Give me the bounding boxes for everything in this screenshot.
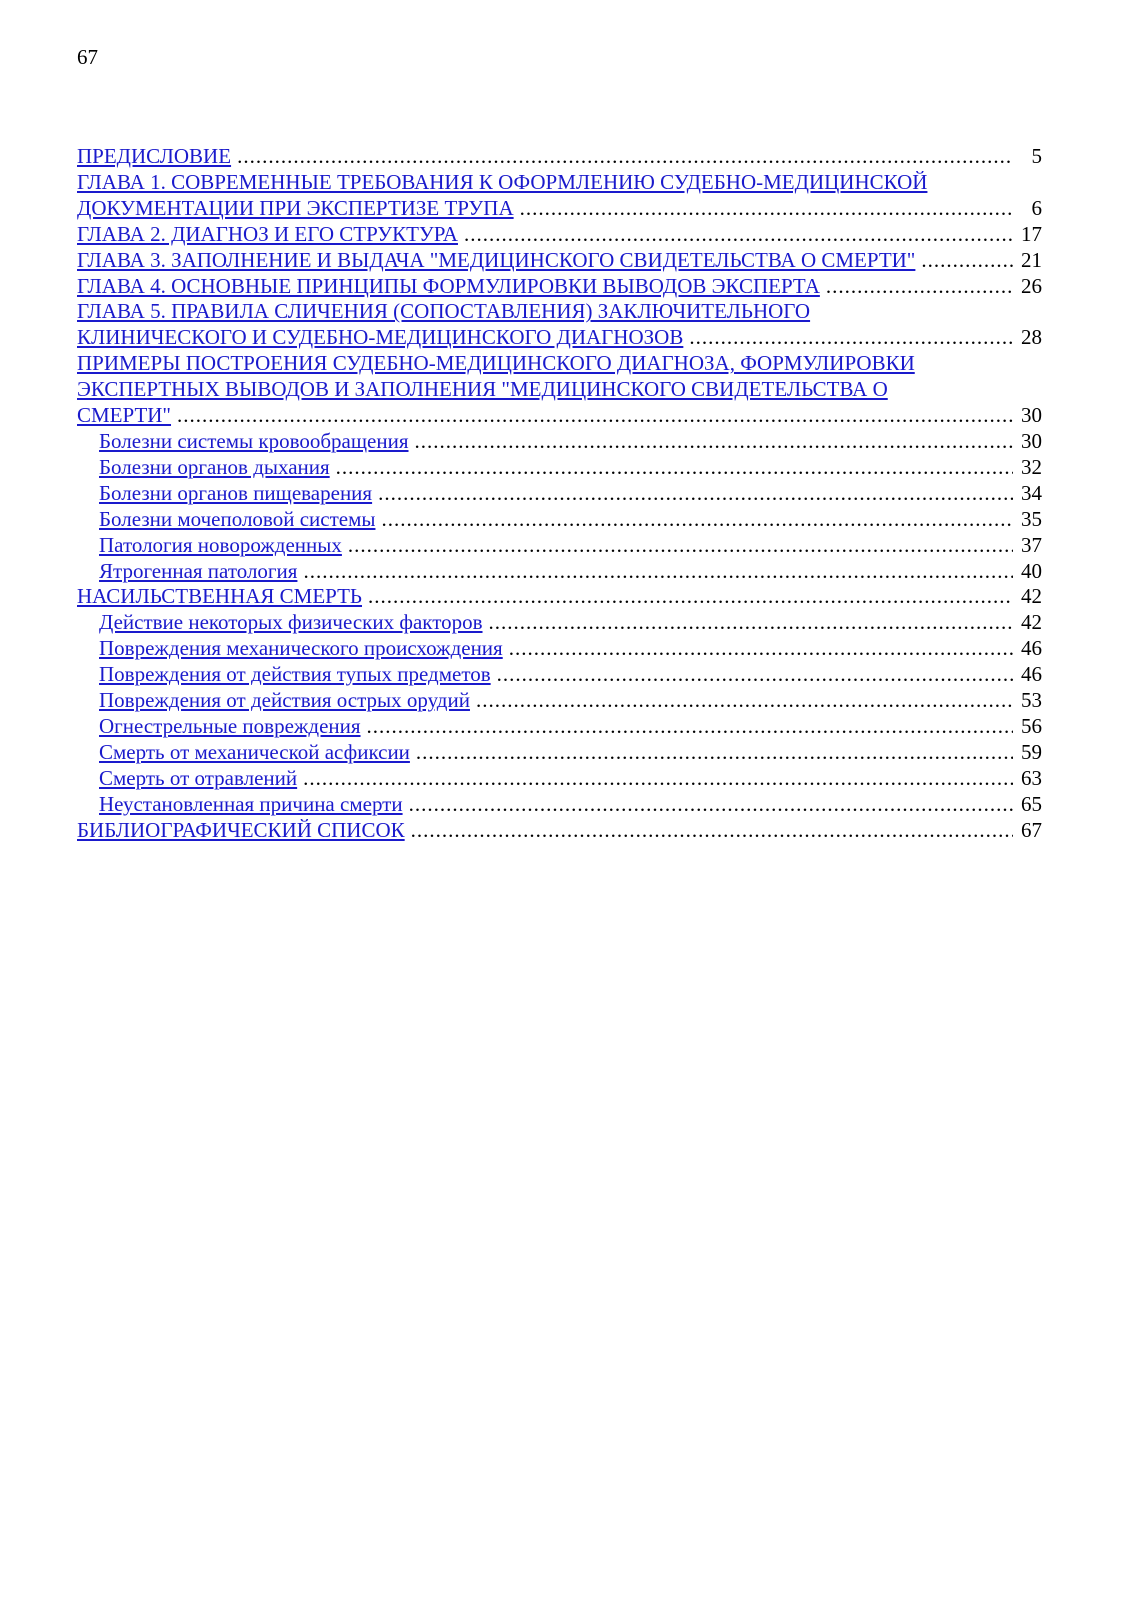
- toc-entry: [77, 144, 1042, 170]
- dot-leader: [520, 196, 1013, 222]
- toc-subentry: [77, 481, 1042, 507]
- toc-entry: [77, 818, 1042, 844]
- toc-entry: [77, 222, 1042, 248]
- table-of-contents: [77, 144, 1042, 843]
- dot-leader: [689, 325, 1013, 351]
- dot-leader: [237, 144, 1013, 170]
- dot-leader: [381, 507, 1013, 533]
- toc-page-number: 40: [1021, 558, 1042, 583]
- toc-page-number: 6: [1031, 195, 1042, 220]
- dot-leader: [476, 688, 1013, 714]
- dot-leader: [921, 248, 1013, 274]
- page-number: 67: [77, 45, 98, 69]
- toc-entry-row: [77, 403, 1042, 429]
- toc-entry-row: [99, 766, 1042, 792]
- toc-entry-row: [99, 533, 1042, 559]
- toc-link[interactable]: БИБЛИОГРАФИЧЕСКИЙ СПИСОК: [77, 817, 405, 842]
- toc-page-number: 17: [1021, 221, 1042, 246]
- toc-link[interactable]: НАСИЛЬСТВЕННАЯ СМЕРТЬ: [77, 584, 362, 609]
- dot-leader: [336, 455, 1013, 481]
- toc-page-number: 67: [1021, 817, 1042, 842]
- toc-page-number: 42: [1021, 610, 1042, 635]
- toc-link-line[interactable]: ЭКСПЕРТНЫХ ВЫВОДОВ И ЗАПОЛНЕНИЯ "МЕДИЦИНСКОГО СВИДЕТЕЛЬСТВА О: [77, 377, 888, 402]
- dot-leader: [367, 714, 1013, 740]
- toc-page-number: 46: [1021, 662, 1042, 687]
- toc-page-number: 28: [1021, 325, 1042, 350]
- toc-page-number: 34: [1021, 480, 1042, 505]
- dot-leader: [411, 818, 1013, 844]
- toc-link-line[interactable]: ГЛАВА 1. СОВРЕМЕННЫЕ ТРЕБОВАНИЯ К ОФОРМЛЕНИЮ СУДЕБНО-МЕДИЦИНСКОЙ: [77, 169, 928, 194]
- toc-page-number: 37: [1021, 532, 1042, 557]
- toc-page-number: 21: [1021, 247, 1042, 272]
- toc-link[interactable]: Болезни органов дыхания: [99, 454, 330, 479]
- toc-entry-title-lines: [77, 351, 1042, 403]
- toc-subentry: [77, 662, 1042, 688]
- toc-entry: [77, 584, 1042, 610]
- dot-leader: [509, 636, 1013, 662]
- toc-entry-row: [99, 688, 1042, 714]
- toc-entry-row: [99, 610, 1042, 636]
- toc-entry-row: [77, 584, 1042, 610]
- toc-entry: [77, 299, 1042, 351]
- toc-subentry: [77, 740, 1042, 766]
- dot-leader: [415, 429, 1014, 455]
- toc-entry-row: [77, 144, 1042, 170]
- toc-entry-row: [99, 507, 1042, 533]
- toc-link[interactable]: Патология новорожденных: [99, 532, 342, 557]
- toc-page-number: 32: [1021, 454, 1042, 479]
- toc-link[interactable]: ПРЕДИСЛОВИЕ: [77, 144, 232, 168]
- toc-link[interactable]: ГЛАВА 2. ДИАГНОЗ И ЕГО СТРУКТУРА: [77, 221, 458, 246]
- dot-leader: [416, 740, 1013, 766]
- toc-entry-row: [99, 740, 1042, 766]
- dot-leader: [303, 766, 1013, 792]
- toc-link[interactable]: СМЕРТИ": [77, 403, 172, 428]
- toc-entry-row: [77, 274, 1042, 300]
- toc-entry-row: [99, 662, 1042, 688]
- dot-leader: [489, 610, 1013, 636]
- dot-leader: [378, 481, 1013, 507]
- toc-link[interactable]: Болезни органов пищеварения: [99, 480, 373, 505]
- dot-leader: [464, 222, 1013, 248]
- toc-link[interactable]: ГЛАВА 3. ЗАПОЛНЕНИЕ И ВЫДАЧА "МЕДИЦИНСКОГО СВИДЕТЕЛЬСТВА О СМЕРТИ": [77, 247, 916, 272]
- toc-link-line[interactable]: ПРИМЕРЫ ПОСТРОЕНИЯ СУДЕБНО-МЕДИЦИНСКОГО ДИАГНОЗА, ФОРМУЛИРОВКИ: [77, 351, 915, 376]
- toc-entry-title-lines: [77, 170, 1042, 196]
- toc-page-number: 42: [1021, 584, 1042, 609]
- toc-link[interactable]: Неустановленная причина смерти: [99, 791, 403, 816]
- toc-subentry: [77, 714, 1042, 740]
- toc-page-number: 30: [1021, 403, 1042, 428]
- toc-subentry: [77, 610, 1042, 636]
- dot-leader: [497, 662, 1013, 688]
- toc-page-number: 59: [1021, 739, 1042, 764]
- toc-page-number: 26: [1021, 273, 1042, 298]
- toc-link[interactable]: Повреждения механического происхождения: [99, 636, 503, 661]
- toc-page-number: 5: [1031, 144, 1042, 168]
- toc-entry-row: [99, 714, 1042, 740]
- dot-leader: [409, 792, 1013, 818]
- dot-leader: [826, 274, 1013, 300]
- dot-leader: [177, 403, 1013, 429]
- toc-subentry: [77, 429, 1042, 455]
- toc-entry-row: [99, 559, 1042, 585]
- toc-entry-row: [99, 455, 1042, 481]
- toc-link[interactable]: Болезни мочеполовой системы: [99, 506, 376, 531]
- toc-entry: [77, 274, 1042, 300]
- toc-link[interactable]: Смерть от механической асфиксии: [99, 739, 410, 764]
- toc-entry: [77, 170, 1042, 222]
- toc-link[interactable]: Огнестрельные повреждения: [99, 713, 361, 738]
- toc-entry-row: [99, 792, 1042, 818]
- toc-page-number: 35: [1021, 506, 1042, 531]
- toc-page-number: 56: [1021, 713, 1042, 738]
- toc-entry-row: [99, 429, 1042, 455]
- toc-link[interactable]: Повреждения от действия острых орудий: [99, 688, 470, 713]
- dot-leader: [348, 533, 1013, 559]
- toc-subentry: [77, 766, 1042, 792]
- toc-entry-row: [77, 325, 1042, 351]
- toc-subentry: [77, 507, 1042, 533]
- toc-entry-row: [99, 636, 1042, 662]
- toc-link[interactable]: ДОКУМЕНТАЦИИ ПРИ ЭКСПЕРТИЗЕ ТРУПА: [77, 195, 514, 220]
- dot-leader: [303, 559, 1013, 585]
- toc-link[interactable]: Смерть от отравлений: [99, 765, 298, 790]
- toc-entry: [77, 248, 1042, 274]
- toc-subentry: [77, 559, 1042, 585]
- toc-page-number: 65: [1021, 791, 1042, 816]
- toc-link[interactable]: Болезни системы кровообращения: [99, 428, 409, 453]
- toc-entry-row: [77, 222, 1042, 248]
- toc-page-number: 63: [1021, 765, 1042, 790]
- toc-page-number: 30: [1021, 428, 1042, 453]
- toc-link-line[interactable]: ГЛАВА 5. ПРАВИЛА СЛИЧЕНИЯ (СОПОСТАВЛЕНИЯ) ЗАКЛЮЧИТЕЛЬНОГО: [77, 299, 811, 324]
- toc-subentry: [77, 455, 1042, 481]
- toc-entry-row: [77, 196, 1042, 222]
- toc-page-number: 46: [1021, 636, 1042, 661]
- toc-link[interactable]: Ятрогенная патология: [99, 558, 298, 583]
- toc-entry-title-lines: [77, 299, 1042, 325]
- toc-entry: [77, 351, 1042, 429]
- toc-entry-row: [99, 481, 1042, 507]
- toc-entry-row: [77, 248, 1042, 274]
- toc-link[interactable]: ГЛАВА 4. ОСНОВНЫЕ ПРИНЦИПЫ ФОРМУЛИРОВКИ ВЫВОДОВ ЭКСПЕРТА: [77, 273, 820, 298]
- toc-link[interactable]: Повреждения от действия тупых предметов: [99, 662, 491, 687]
- toc-subentry: [77, 792, 1042, 818]
- toc-link[interactable]: Действие некоторых физических факторов: [99, 610, 483, 635]
- toc-link[interactable]: КЛИНИЧЕСКОГО И СУДЕБНО-МЕДИЦИНСКОГО ДИАГНОЗОВ: [77, 325, 684, 350]
- dot-leader: [368, 584, 1013, 610]
- toc-subentry: [77, 636, 1042, 662]
- toc-subentry: [77, 688, 1042, 714]
- toc-subentry: [77, 533, 1042, 559]
- toc-entry-row: [77, 818, 1042, 844]
- toc-page-number: 53: [1021, 688, 1042, 713]
